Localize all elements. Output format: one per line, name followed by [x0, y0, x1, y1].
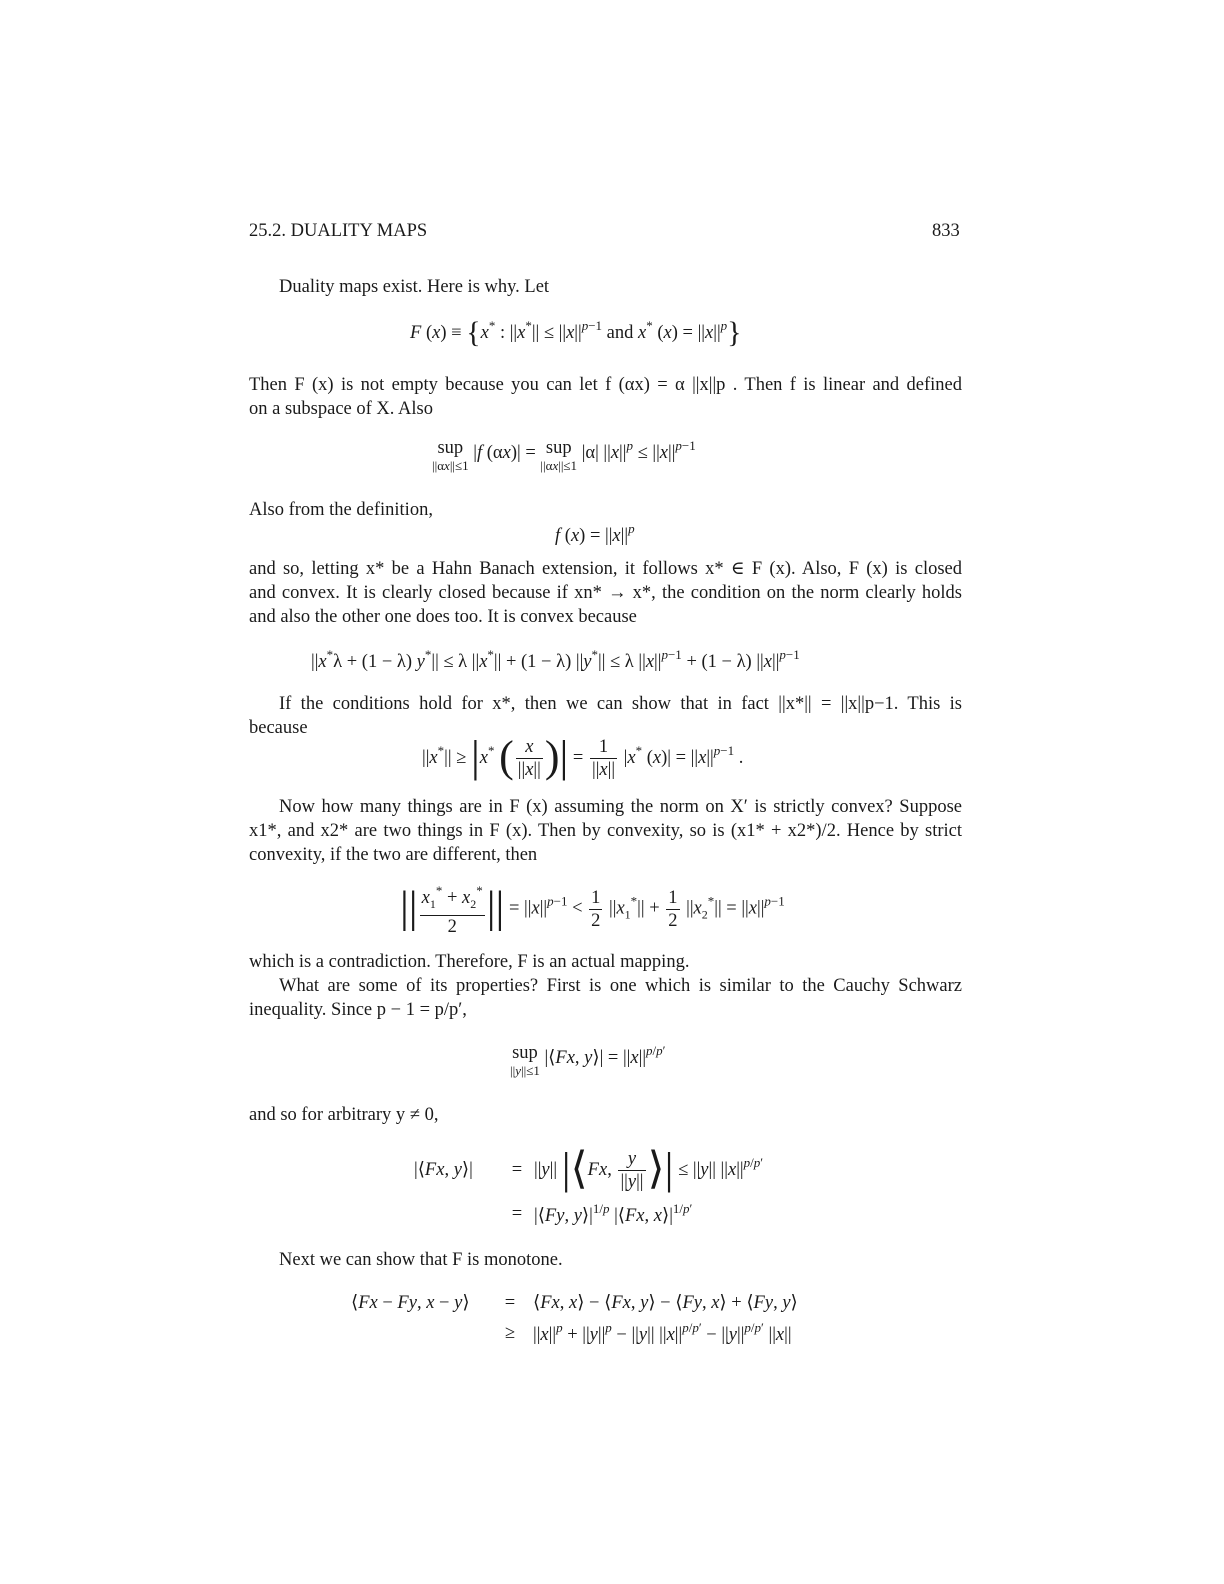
- equation-monotonicity: ⟨Fx − Fy, x − y⟩ = ⟨Fx, x⟩ − ⟨Fx, y⟩ − ⟨Fy, x⟩ + ⟨Fy, y⟩ ≥ $||x||^p + ||y||^p - ||y||$ $||x||^{p/p'} - ||y||^{p/p'}$ ||x||: [351, 1292, 798, 1345]
- equation-sup-pairing: sup ||y||≤1 |⟨Fx, y⟩| = $||x||^{p/p'}$: [510, 1043, 666, 1078]
- paragraph-properties-line1: What are some of its properties? First is one which is similar to the Cauchy Schwarz: [279, 976, 962, 996]
- paragraph-strict-convexity-line3: convexity, if the two are different, then: [249, 845, 538, 865]
- paragraph-hahn-banach-line1: and so, letting x* be a Hahn Banach extension, it follows x* ∈ F (x). Also, F (x) is closed: [249, 559, 962, 579]
- equation-definition-F: F (x) ≡ {x* : $||x^*|| \le ||x||^{p-1}$ and x* $(x) = ||x||^p$}: [410, 316, 742, 349]
- paragraph-strict-convexity-line1: Now how many things are in F (x) assuming the norm on X′ is strictly convex? Suppose: [279, 797, 962, 817]
- paragraph-duality-exist: Duality maps exist. Here is why. Let: [279, 277, 550, 297]
- paragraph-properties-line2: inequality. Since p − 1 = p/p′,: [249, 1000, 467, 1020]
- equation-norm-lower-bound: ||x*|| ≥ |x* ( $\frac{x}{||x||}$ )| = $\frac{1}{||x||}$ |x* $(x)| = ||x||^{p-1}$ .: [422, 732, 744, 781]
- paragraph-contradiction: which is a contradiction. Therefore, F is an actual mapping.: [249, 952, 690, 972]
- paragraph-arbitrary-y: and so for arbitrary y ≠ 0,: [249, 1105, 439, 1125]
- paragraph-monotone: Next we can show that F is monotone.: [279, 1250, 563, 1270]
- paragraph-not-empty-line2: on a subspace of X. Also: [249, 399, 433, 419]
- equation-f-of-x: f $(x) = ||x||^p$: [555, 521, 635, 546]
- paragraph-strict-convexity-line2: x1*, and x2* are two things in F (x). Then by convexity, so is (x1* + x2*)/2. Hence by strict: [249, 821, 962, 841]
- paragraph-norm-equality-line1: If the conditions hold for x*, then we can show that in fact ||x*|| = ||x||p−1. This is: [279, 694, 962, 714]
- equation-sup-bound: sup ||αx||≤1 |f (αx)| = sup ||αx||≤1 |α| $||x||^p \le ||x||^{p-1}$: [432, 438, 696, 473]
- equation-strict-inequality: || $\frac{x_1^* + x_2^*}{2}$ || = $||x||^{p-1}$ < $\frac{1}{2}$ $||x_1^*||$ + $\frac{1}{2}$ $||x_2^*|| = ||x||^{p-1}$: [400, 880, 785, 938]
- paragraph-hahn-banach-line3: and also the other one does too. It is convex because: [249, 607, 637, 627]
- equation-convexity: ||x*λ + (1 − λ) y*|| ≤ λ ||x*|| + (1 − λ) ||y*|| ≤ λ $||x||^{p-1} + (1 - \lambda)$ $||x||^{p-1}$: [311, 647, 800, 672]
- paragraph-not-empty-line1: Then F (x) is not empty because you can let f (αx) = α ||x||p . Then f is linear and defined: [249, 375, 962, 395]
- paragraph-from-definition: Also from the definition,: [249, 500, 433, 520]
- page-number: 833: [932, 221, 960, 241]
- paragraph-hahn-banach-line2: and convex. It is clearly closed because if xn* → x*, the condition on the norm clearly holds: [249, 583, 962, 603]
- running-header: 25.2. DUALITY MAPS: [249, 221, 428, 241]
- paragraph-norm-equality-line2: because: [249, 718, 308, 738]
- equation-cauchy-schwarz-like: |⟨Fx, y⟩| = ||y|| |⟨Fx, $\frac{y}{||y||}$ ⟩| ≤ ||y|| $||x||^{p/p'}$ = |⟨Fy, $y⟩|^{1/p}$ |⟨Fx, $x⟩|^{1/p'}$: [414, 1143, 764, 1226]
